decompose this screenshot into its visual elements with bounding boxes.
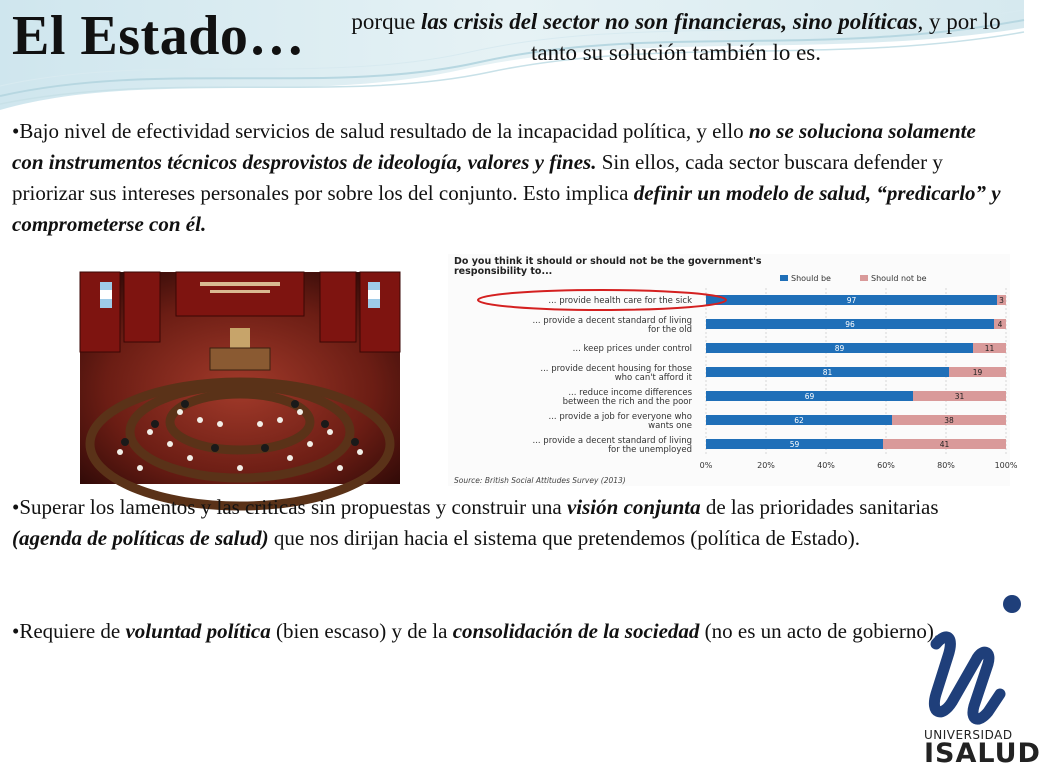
category-label-6-line-1: ... provide a decent standard of living [532,436,692,446]
category-label-3-line-1: ... provide decent housing for those [540,364,692,374]
bullet-paragraph-2 [12,492,1012,554]
subtitle-emphasis: las crisis del sector no son financieras, sino políticas [421,9,918,34]
p3-emphasis-1: voluntad política [125,619,271,643]
logo-university-label: UNIVERSIDAD [924,728,1013,742]
bar-value-2-1: 11 [984,344,995,353]
category-label-6-line-2: for the unemployed [608,445,692,455]
p2-text-1: •Superar los lamentos y las criticas sin propuestas y construir una [12,495,567,519]
bar-value-4-0: 69 [804,392,815,401]
p2-emphasis-2: (agenda de políticas de salud) [12,526,269,550]
x-tick-3: 60% [877,461,895,470]
bar-value-1-1: 4 [997,320,1003,329]
bar-value-4-1: 31 [954,392,965,401]
category-label-1-line-1: ... provide a decent standard of living [532,316,692,326]
p3-emphasis-2: consolidación de la sociedad [452,619,700,643]
slide-subtitle [332,6,1020,68]
legend-label-0: Should be [791,274,831,283]
chart-svg [448,254,1018,486]
x-tick-4: 80% [937,461,955,470]
x-tick-0: 0% [699,461,713,470]
category-label-0: ... provide health care for the sick [548,296,692,306]
chart-source: Source: British Social Attitudes Survey (2013) [454,476,626,485]
bar-value-6-1: 41 [939,440,950,449]
subtitle-suffix: , y por lo tanto su solución también lo es. [530,9,1001,65]
p2-text-2: de las prioridades sanitarias [700,495,939,519]
p1-text-2: Sin ellos, cada sector buscara defender y priorizar sus intereses personales por sobre los del conjunto. Esto implica [12,150,943,205]
p1-text-1: •Bajo nivel de efectividad servicios de salud resultado de la incapacidad política, y ello [12,119,749,143]
bar-value-0-1: 3 [999,296,1004,305]
bar-value-0-0: 97 [846,296,857,305]
p1-emphasis-2: definir un modelo de salud, “predicarlo” y comprometerse con él. [12,181,1001,236]
category-label-4-line-1: ... reduce income differences [568,388,692,398]
bar-value-6-0: 59 [789,440,800,449]
bar-value-3-0: 81 [822,368,833,377]
logo-isalud-label: ISALUD [924,738,1041,769]
category-label-5-line-1: ... provide a job for everyone who [548,412,692,422]
isalud-logo-mark [918,590,1041,769]
legend-swatch-1 [860,275,868,281]
government-responsibility-chart [448,254,1018,486]
bullet-paragraph-1 [12,116,1012,240]
p1-emphasis-1: no se soluciona solamente con instrumentos técnicos desprovistos de ideología, valores y fines. [12,119,976,174]
legend-swatch-0 [780,275,788,281]
bar-value-2-0: 89 [834,344,845,353]
p2-emphasis-1: visión conjunta [566,495,701,519]
category-label-1-line-2: for the old [648,325,692,335]
senate-chamber-photo [80,272,400,484]
subtitle-prefix: porque [351,9,422,34]
p3-text-3: (no es un acto de gobierno). [699,619,940,643]
x-tick-5: 100% [994,461,1018,470]
category-label-4-line-2: between the rich and the poor [562,397,692,407]
category-label-5-line-2: wants one [648,421,692,431]
legend-label-1: Should not be [871,274,927,283]
chart-title-line-2: responsibility to... [454,266,553,277]
p3-text-1: •Requiere de [12,619,126,643]
x-tick-1: 20% [757,461,775,470]
category-label-2: ... keep prices under control [572,344,692,354]
bar-value-5-0: 62 [794,416,804,425]
p3-text-2: (bien escaso) y de la [270,619,453,643]
x-tick-2: 40% [817,461,835,470]
bar-value-3-1: 19 [972,368,983,377]
chart-title-line-1: Do you think it should or should not be the government's [454,256,762,267]
bullet-paragraph-3 [12,616,1012,647]
category-label-3-line-2: who can't afford it [614,373,692,383]
bar-value-1-0: 96 [845,320,855,329]
slide-title: El Estado… [12,5,305,67]
p2-text-3: que nos dirijan hacia el sistema que pretendemos (política de Estado). [268,526,860,550]
bar-value-5-1: 38 [944,416,954,425]
